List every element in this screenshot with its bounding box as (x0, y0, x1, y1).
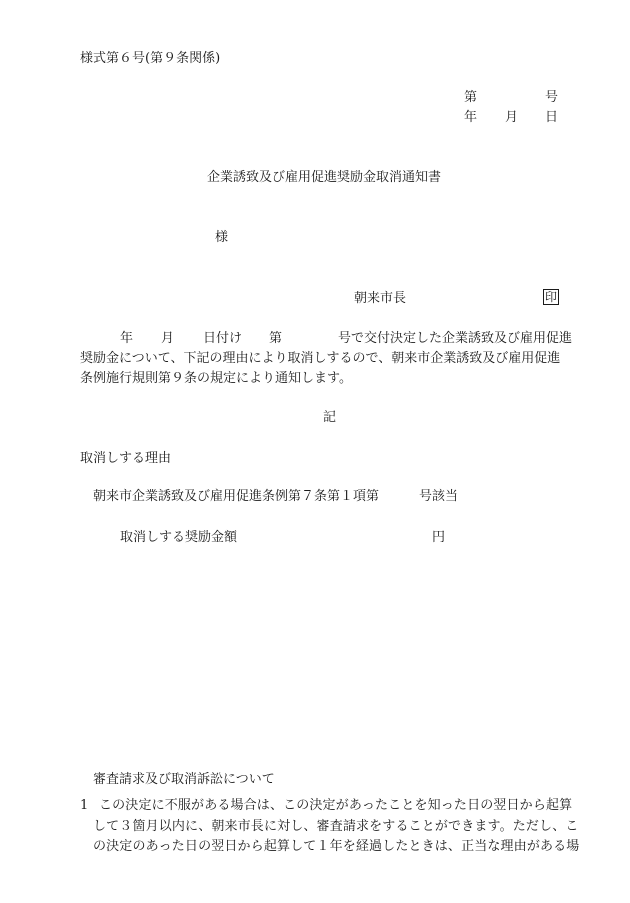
sender-name: 朝来市長 (354, 291, 407, 306)
notice-item1-line3: の決定のあった日の翌日から起算して１年を経過したときは、正当な理由がある場 (93, 839, 580, 854)
body-line1-rest: 号で交付決定した企業誘致及び雇用促進 (338, 331, 573, 346)
form-id: 様式第６号(第９条関係) (80, 51, 221, 66)
reason-clause-suffix: 号該当 (419, 489, 459, 504)
body-line2: 奨励金について、下記の理由により取消しするので、朝来市企業誘致及び雇用促進 (80, 351, 561, 366)
date-month: 月 (505, 110, 519, 125)
amount-unit: 円 (432, 530, 446, 545)
body-year: 年 (120, 331, 134, 346)
body-number-prefix: 第 (269, 331, 283, 346)
document-title: 企業誘致及び雇用促進奨励金取消通知書 (207, 170, 442, 185)
notice-item1-line1: この決定に不服がある場合は、この決定があったことを知った日の翌日から起算 (99, 798, 573, 813)
amount-label: 取消しする奨励金額 (120, 530, 238, 545)
body-dated: 日付け (203, 331, 243, 346)
reason-clause-prefix: 朝来市企業誘致及び雇用促進条例第７条第１項第 (93, 489, 380, 504)
recipient-honorific: 様 (215, 230, 229, 245)
body-line3: 条例施行規則第９条の規定により通知します。 (80, 371, 352, 386)
document-number-prefix: 第 (464, 90, 478, 105)
notice-heading: 審査請求及び取消訴訟について (93, 772, 275, 787)
notice-item-number: 1 (80, 798, 89, 813)
ki-heading: 記 (323, 410, 337, 425)
document-number-suffix: 号 (545, 90, 559, 105)
date-year: 年 (464, 110, 478, 125)
body-month: 月 (161, 331, 175, 346)
date-day: 日 (545, 110, 559, 125)
notice-item1-line2: して３箇月以内に、朝来市長に対し、審査請求をすることができます。ただし、こ (93, 819, 579, 834)
reason-heading: 取消しする理由 (80, 451, 172, 466)
seal-mark: 印 (545, 290, 558, 304)
